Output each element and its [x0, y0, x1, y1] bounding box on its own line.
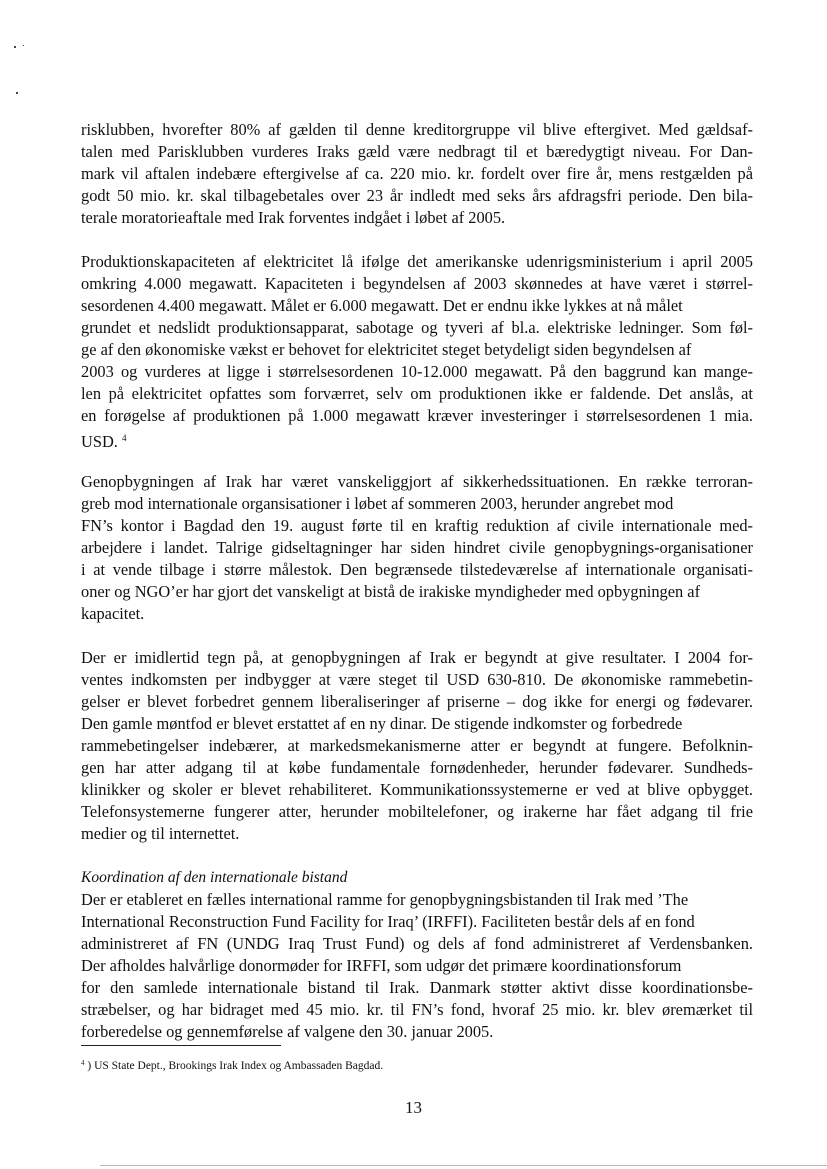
text-line: gelser er blevet forbedret gennem liberaliseringer af priserne – dog ikke for energi og fødevarer.: [81, 692, 753, 711]
text-line: Genopbygningen af Irak har været vanskeliggjort af sikkerhedssituationen. En række terroran-: [81, 472, 753, 491]
text-line: Produktionskapaciteten af elektricitet lå ifølge det amerikanske udenrigsministerium i april 2005: [81, 252, 753, 271]
text-line: [81, 427, 761, 449]
text-line: Telefonsystemerne fungerer atter, herunder mobiltelefoner, og irakerne har fået adgang til frie: [81, 802, 753, 821]
text-line: oner og NGO’er har gjort det vanskeligt at bistå de irakiske myndigheder med opbygningen af: [81, 582, 701, 601]
page-number: 13: [405, 1098, 422, 1117]
text-line: sesordenen 4.400 megawatt. Målet er 6.000 megawatt. Det er endnu ikke lykkes at nå målet: [81, 296, 683, 315]
section-heading: Koordination af den internationale bistand: [81, 869, 348, 886]
text-line: forberedelse og gennemførelse af valgene den 30. januar 2005.: [81, 1022, 494, 1041]
text-line: Der afholdes halvårlige donormøder for IRFFI, som udgør det primære koordinationsforum: [81, 956, 682, 975]
text-line: Der er imidlertid tegn på, at genopbygningen af Irak er begyndt at give resultater. I 2004 for-: [81, 648, 753, 667]
text-line: Der er etableret en fælles international ramme for genopbygningsbistanden til Irak med ’The: [81, 890, 689, 909]
paragraph-reconstruction-security: [81, 471, 761, 625]
text-line: kapacitet.: [81, 604, 145, 623]
text-line: godt 50 mio. kr. skal tilbagebetales over 23 år indledt med seks års afdragsfri periode. Den bila-: [81, 186, 753, 205]
text-line: FN’s kontor i Bagdad den 19. august førte til en kraftig reduktion af civile internationale med-: [81, 516, 753, 535]
text-line: terale moratorieaftale med Irak forventes indgået i løbet af 2005.: [81, 208, 506, 227]
text-line: rammebetingelser indebærer, at markedsmekanismerne atter er begyndt at fungere. Befolknin-: [81, 736, 753, 755]
text-line: talen med Parisklubben vurderes Iraks gæld være nedbragt til et bæredygtigt niveau. For Dan-: [81, 142, 753, 161]
footnote-reference[interactable]: 4: [122, 433, 127, 443]
text-line: i at vende tilbage i større målestok. Den begrænsede tilstedeværelse af internationale organisati-: [81, 560, 753, 579]
text-line: for den samlede internationale bistand til Irak. Danmark støtter aktivt disse koordinationsbe-: [81, 978, 753, 997]
text-line: arbejdere i landet. Talrige gidseltagninger har siden hindret civile genopbygnings-organisationer: [81, 538, 753, 557]
paragraph-debt: [81, 119, 761, 229]
scan-speck: [16, 92, 18, 94]
text-line: risklubben, hvorefter 80% af gælden til denne kreditorgruppe vil blive eftergivet. Med gældsaf-: [81, 120, 753, 139]
text-line: Den gamle møntfod er blevet erstattet af en ny dinar. De stigende indkomster og forbedrede: [81, 714, 683, 733]
text-line: greb mod internationale organsisationer i løbet af sommeren 2003, herunder angrebet mod: [81, 494, 674, 513]
text-line: gen har atter adgang til at købe fundamentale fornødenheder, herunder fødevarer. Sundheds-: [81, 758, 753, 777]
footnote: [81, 1055, 383, 1074]
scan-edge-line: [100, 1165, 827, 1166]
text-line: administreret af FN (UNDG Iraq Trust Fund) og dels af fond administreret af Verdensbanken.: [81, 934, 753, 953]
text-line: 2003 og vurderes at ligge i størrelsesordenen 10-12.000 megawatt. På den baggrund kan mange-: [81, 362, 753, 381]
text-line: mark vil aftalen indebære eftergivelse af ca. 220 mio. kr. fordelt over fire år, mens restgælden på: [81, 164, 753, 183]
paragraph-electricity: [81, 251, 761, 449]
text-line: klinikker og skoler er blevet rehabiliteret. Kommunikationssystemerne er ved at blive opbygget.: [81, 780, 753, 799]
text-line: omkring 4.000 megawatt. Kapaciteten i begyndelsen af 2003 skønnedes at have været i størrel-: [81, 274, 753, 293]
scan-speck: [23, 45, 24, 46]
text-line: ge af den økonomiske vækst er behovet for elektricitet steget betydeligt siden begyndelsen af: [81, 340, 692, 359]
text-line: medier og til internettet.: [81, 824, 240, 843]
body-text: [81, 119, 761, 1065]
text-line: grundet et nedslidt produktionsapparat, sabotage og tyveri af bl.a. elektriske ledninger. Som føl-: [81, 318, 753, 337]
scan-speck: [14, 46, 16, 48]
section-coordination: [81, 867, 761, 1043]
text-line: stræbelser, og har bidraget med 45 mio. kr. til FN’s fond, hvoraf 25 mio. kr. blev øremærket til: [81, 1000, 753, 1019]
text-line-content: USD.: [81, 432, 118, 451]
footnote-marker: 4: [81, 1059, 85, 1067]
text-line: ventes indkomsten per indbygger at være steget til USD 630-810. De økonomiske rammebetin-: [81, 670, 753, 689]
footnote-text: ) US State Dept., Brookings Irak Index og Ambassaden Bagdad.: [87, 1060, 384, 1072]
footnote-separator: [81, 1045, 281, 1046]
text-line: en forøgelse af produktionen på 1.000 megawatt kræver investeringer i størrelsesordenen 1 mia.: [81, 406, 753, 425]
text-line: len på elektricitet opfattes som forværret, selv om produktionen ikke er faldende. Det anslås, at: [81, 384, 753, 403]
paragraph-results: [81, 647, 761, 845]
text-line: International Reconstruction Fund Facility for Iraq’ (IRFFI). Faciliteten består dels af en fond: [81, 912, 695, 931]
